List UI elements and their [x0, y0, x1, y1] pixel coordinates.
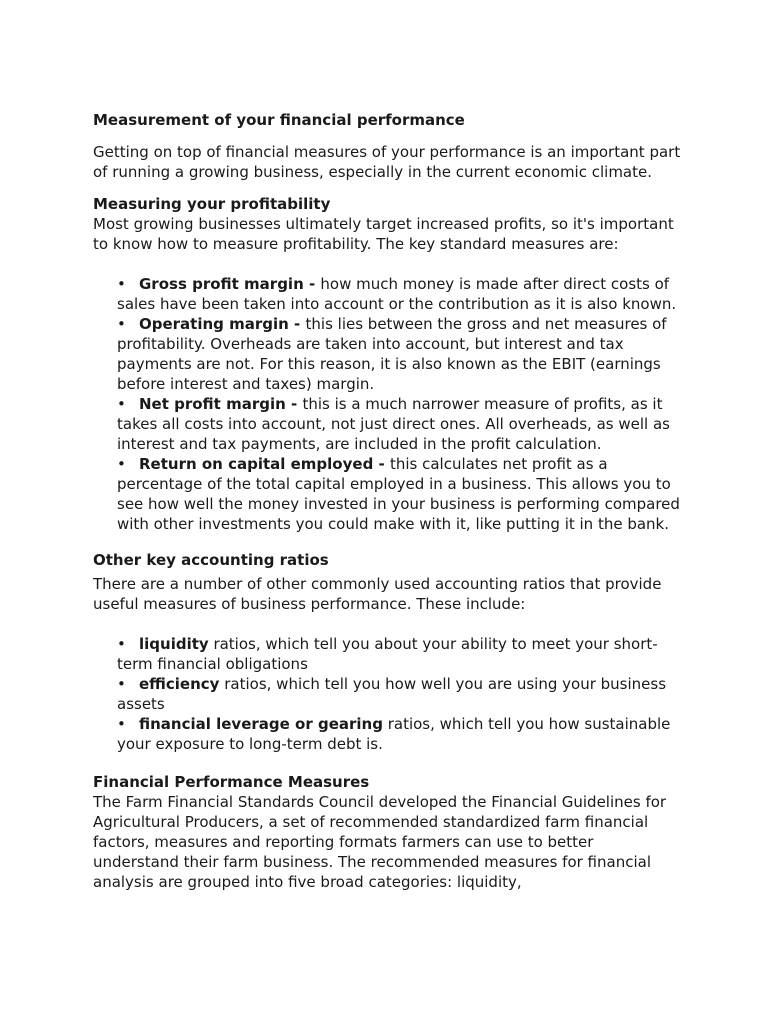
list-item: [117, 274, 683, 314]
ratios-heading: Other key accounting ratios: [93, 551, 329, 569]
list-item-term: liquidity: [139, 635, 209, 653]
bullet: •: [117, 635, 126, 653]
list-item-text: how much money is made after direct costs of sales have been taken into account or the contribution as it is also known.: [117, 275, 677, 313]
list-item: [117, 394, 683, 454]
profitability-heading: Measuring your profitability: [93, 195, 331, 213]
ffm-heading: Financial Performance Measures: [93, 773, 370, 791]
bullet: •: [117, 395, 126, 413]
list-item-term: efficiency: [139, 675, 220, 693]
list-item-term: Gross profit margin -: [139, 275, 321, 293]
ffm-paragraph: The Farm Financial Standards Council developed the Financial Guidelines for Agricultural Producers, a set of recommended standardized farm financial factors, measures and reporting formats farmers can use to better understand their farm business. The recommended measures for financial analysis are grouped into five broad categories: liquidity,: [93, 793, 667, 891]
profitability-paragraph: Most growing businesses ultimately target increased profits, so it's important to know how to measure profitability. The key standard measures are:: [93, 215, 674, 253]
bullet: •: [117, 455, 126, 473]
list-item-term: Operating margin -: [139, 315, 306, 333]
bullet: •: [117, 275, 126, 293]
profitability-list: [93, 274, 683, 534]
ratios-paragraph: There are a number of other commonly used accounting ratios that provide useful measures of business performance. These include:: [93, 575, 662, 613]
list-item-text: ratios, which tell you how well you are using your business assets: [117, 675, 667, 713]
ratios-list: [93, 634, 683, 754]
list-item-text: this calculates net profit as a percentage of the total capital employed in a business. This allows you to see how well the money invested in your business is performing compared with other investments you could make with it, like putting it in the bank.: [117, 455, 680, 533]
list-item-term: Return on capital employed -: [139, 455, 390, 473]
list-item: [117, 674, 683, 714]
bullet: •: [117, 675, 126, 693]
list-item-term: Net profit margin -: [139, 395, 303, 413]
list-item-text: this is a much narrower measure of profits, as it takes all costs into account, not just direct ones. All overheads, as well as interest and tax payments, are included in the profit calculation.: [117, 395, 670, 453]
list-item: [117, 714, 683, 754]
intro-paragraph: Getting on top of financial measures of your performance is an important part of running a growing business, especially in the current economic climate.: [93, 143, 681, 181]
document-title: Measurement of your financial performance: [93, 111, 465, 129]
bullet: •: [117, 715, 126, 733]
list-item-text: ratios, which tell you about your ability to meet your short-term financial obligations: [117, 635, 658, 673]
list-item-text: ratios, which tell you how sustainable your exposure to long-term debt is.: [117, 715, 671, 753]
list-item: [117, 314, 683, 394]
list-item-term: financial leverage or gearing: [139, 715, 383, 733]
list-item: [117, 454, 683, 534]
bullet: •: [117, 315, 126, 333]
list-item-text: this lies between the gross and net measures of profitability. Overheads are taken into account, but interest and tax payments are not. For this reason, it is also known as the EBIT (earnings before interest and taxes) margin.: [117, 315, 667, 393]
document-page: [93, 108, 683, 892]
list-item: [117, 634, 683, 674]
